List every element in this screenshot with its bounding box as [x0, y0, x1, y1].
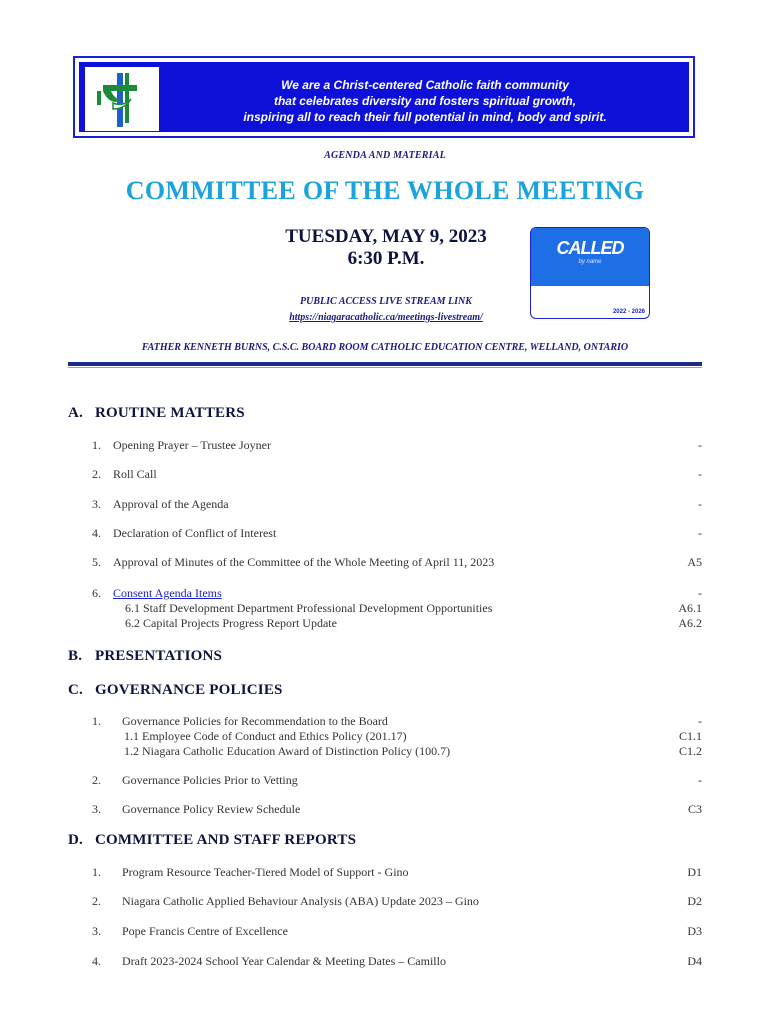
item-code: -: [698, 526, 702, 540]
motto-line: that celebrates diversity and fosters spiritual growth,: [273, 94, 577, 108]
livestream-label: PUBLIC ACCESS LIVE STREAM LINK: [300, 296, 472, 307]
item-number: 4.: [92, 954, 101, 968]
section-letter: C.: [68, 682, 83, 698]
page-title: COMMITTEE OF THE WHOLE MEETING: [125, 176, 645, 205]
banner-background: [79, 62, 689, 132]
item-code: D2: [687, 894, 702, 908]
item-number: 3.: [92, 924, 101, 938]
motto-line: inspiring all to reach their full potential in mind, body and spirit.: [243, 110, 607, 124]
item-code: C1.2: [678, 744, 702, 758]
item-text: Program Resource Teacher-Tiered Model of Support - Gino: [122, 865, 409, 879]
item-number: 4.: [92, 526, 101, 540]
item-number: 1.: [92, 438, 101, 452]
section-letter: D.: [68, 832, 83, 848]
meeting-location: FATHER KENNETH BURNS, C.S.C. BOARD ROOM CATHOLIC EDUCATION CENTRE, WELLAND, ONTARIO: [141, 342, 629, 353]
item-number: 1.: [92, 865, 101, 879]
cross-logo-icon: [85, 67, 159, 131]
section-heading-committee-reports: [68, 832, 356, 849]
item-code: C1.1: [678, 729, 702, 743]
item-code: C3: [687, 802, 702, 816]
section-heading-routine-matters: [68, 405, 245, 422]
item-text: Niagara Catholic Applied Behaviour Analysis (ABA) Update 2023 – Gino: [122, 894, 479, 908]
section-letter: A.: [68, 405, 83, 421]
item-text: Governance Policies for Recommendation to the Board: [122, 714, 388, 728]
called-word: CALLED: [556, 238, 624, 258]
motto-line: We are a Christ-centered Catholic faith community: [281, 78, 569, 92]
subitem-text: 6.1 Staff Development Department Professional Development Opportunities: [125, 601, 493, 615]
item-code: -: [698, 438, 702, 452]
subitem-text: 1.1 Employee Code of Conduct and Ethics Policy (201.17): [124, 729, 407, 743]
item-number: 6.: [92, 586, 101, 600]
section-title: COMMITTEE AND STAFF REPORTS: [95, 832, 357, 848]
mission-statement: [169, 77, 681, 125]
meeting-time: 6:30 P.M.: [347, 248, 425, 269]
section-title: ROUTINE MATTERS: [95, 405, 245, 421]
section-title: GOVERNANCE POLICIES: [95, 682, 283, 698]
agenda-caption: AGENDA AND MATERIAL: [324, 150, 446, 161]
meeting-date: TUESDAY, MAY 9, 2023: [285, 226, 487, 247]
meeting-datetime: [236, 226, 536, 270]
consent-agenda-link[interactable]: Consent Agenda Items: [113, 586, 222, 600]
header-banner: [73, 56, 695, 138]
item-text: Governance Policies Prior to Vetting: [122, 773, 298, 787]
item-text: Approval of the Agenda: [113, 497, 229, 511]
item-text: Draft 2023-2024 School Year Calendar & Meeting Dates – Camillo: [122, 954, 446, 968]
item-code: A5: [687, 555, 702, 569]
item-text: Opening Prayer – Trustee Joyner: [113, 438, 271, 452]
item-code: D1: [687, 865, 702, 879]
subitem-text: 1.2 Niagara Catholic Education Award of Distinction Policy (100.7): [124, 744, 451, 758]
item-code: A6.1: [678, 601, 702, 615]
section-title: PRESENTATIONS: [95, 648, 223, 664]
subitem-text: 6.2 Capital Projects Progress Report Update: [125, 616, 337, 630]
called-years: 2022 - 2026: [612, 309, 645, 315]
item-text: Approval of Minutes of the Committee of the Whole Meeting of April 11, 2023: [113, 555, 495, 569]
item-code: A6.2: [678, 616, 702, 630]
item-text: Roll Call: [113, 467, 157, 481]
item-number: 2.: [92, 894, 101, 908]
called-tagline: by name: [578, 259, 602, 265]
item-number: 3.: [92, 497, 101, 511]
section-letter: B.: [68, 648, 83, 664]
item-code: -: [698, 586, 702, 600]
item-text: Governance Policy Review Schedule: [122, 802, 301, 816]
item-code: -: [698, 773, 702, 787]
section-heading-presentations: [68, 648, 222, 665]
livestream-link[interactable]: https://niagaracatholic.ca/meetings-livestream/: [289, 312, 483, 323]
item-code: -: [698, 467, 702, 481]
board-logo: [85, 67, 159, 131]
item-number: 2.: [92, 467, 101, 481]
item-number: 1.: [92, 714, 101, 728]
divider: [68, 362, 702, 366]
item-number: 3.: [92, 802, 101, 816]
item-code: D4: [687, 954, 702, 968]
item-number: 5.: [92, 555, 101, 569]
divider: [68, 367, 702, 368]
item-number: 2.: [92, 773, 101, 787]
item-code: D3: [687, 924, 702, 938]
section-heading-governance-policies: [68, 682, 283, 699]
item-text: Declaration of Conflict of Interest: [113, 526, 277, 540]
item-text: Pope Francis Centre of Excellence: [122, 924, 288, 938]
item-code: -: [698, 714, 702, 728]
called-badge: [530, 227, 650, 319]
item-code: -: [698, 497, 702, 511]
